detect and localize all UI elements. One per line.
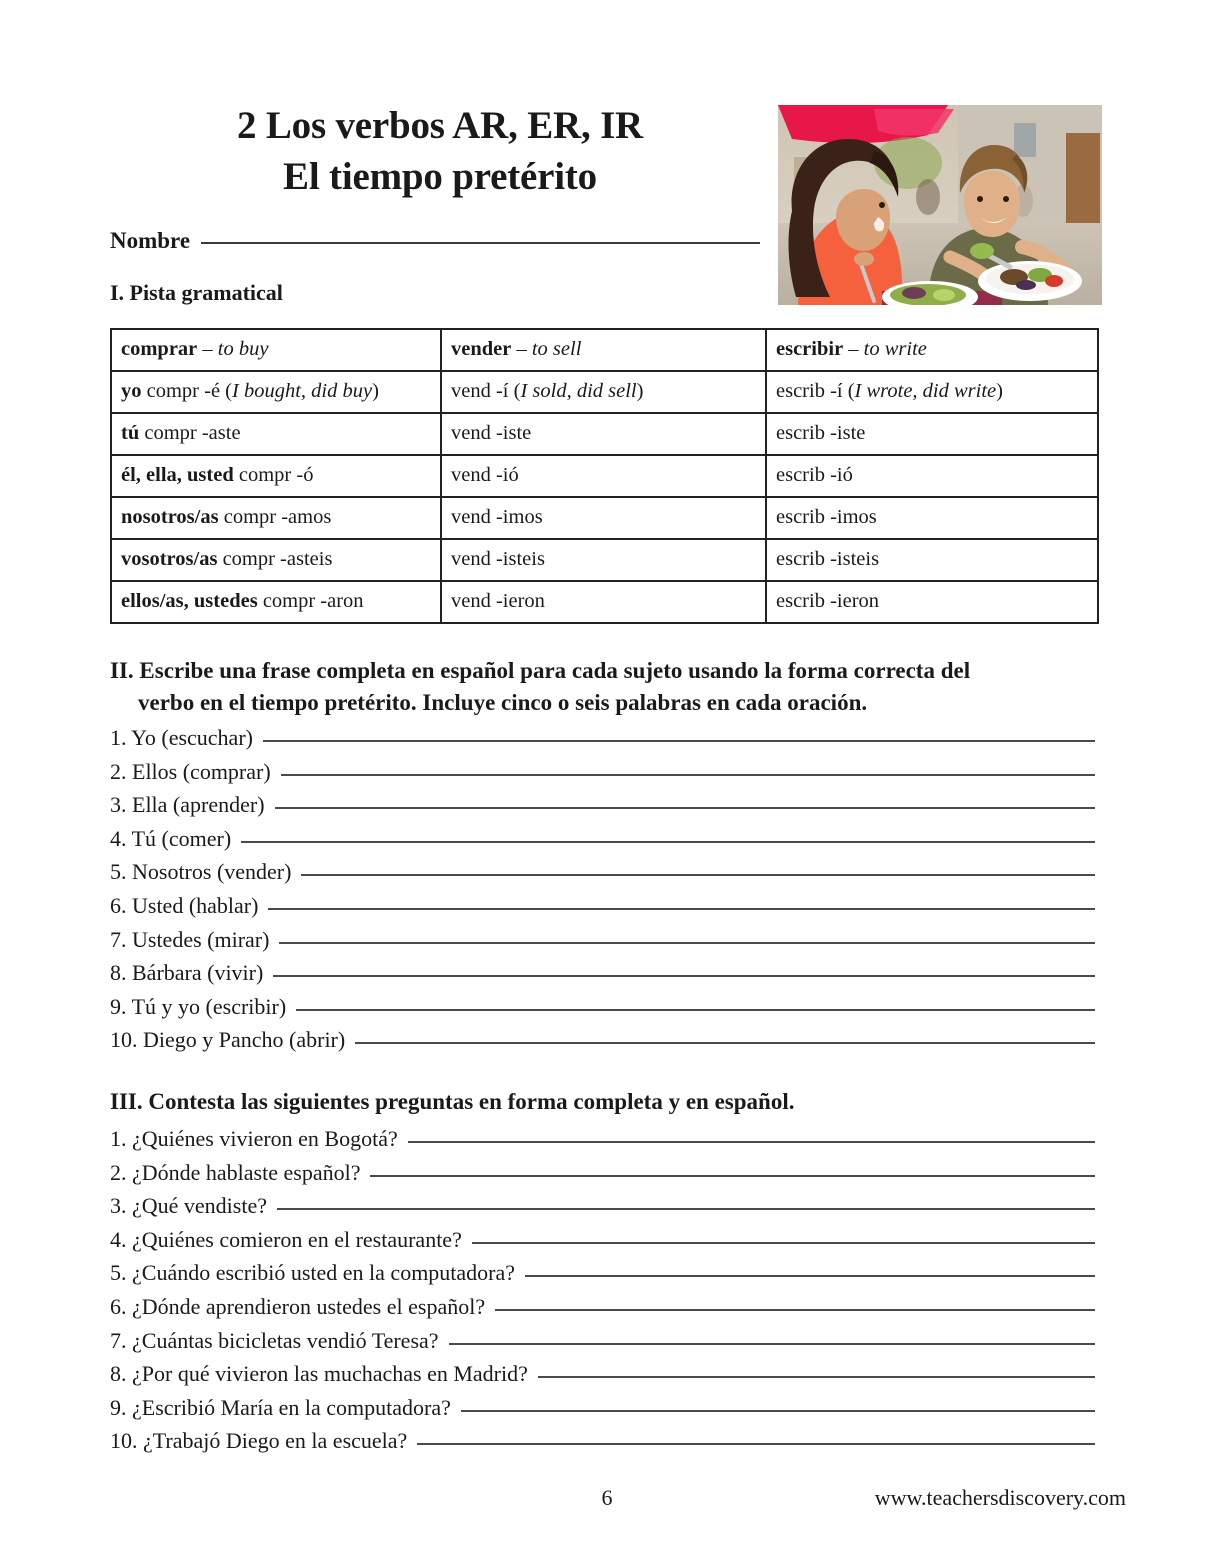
list-item xyxy=(110,1394,1095,1431)
form-vender-ellos: vend -ieron xyxy=(451,590,545,613)
answer-blank-line[interactable] xyxy=(281,774,1095,776)
section-2-heading xyxy=(110,655,1095,718)
section-3-item-list xyxy=(110,1128,1095,1464)
form-escribir-vosotros: escrib -isteis xyxy=(776,548,880,571)
table-header-comprar xyxy=(111,329,441,371)
item-label: 3. Ella (aprender) xyxy=(110,792,265,818)
nombre-label: Nombre xyxy=(110,228,191,253)
form-comprar-yo: compr -é ( xyxy=(141,380,232,403)
pronoun-vosotros: vosotros/as xyxy=(121,548,218,571)
list-item xyxy=(110,825,1095,862)
question-label: 6. ¿Dónde aprendieron ustedes el español? xyxy=(110,1293,486,1319)
answer-blank-line[interactable] xyxy=(241,841,1095,843)
cell-escribir-el xyxy=(766,455,1098,497)
nombre-blank-line[interactable] xyxy=(201,242,760,244)
gloss-comprar-yo: I bought, did buy xyxy=(232,380,373,403)
answer-blank-line[interactable] xyxy=(370,1175,1095,1177)
answer-blank-line[interactable] xyxy=(301,874,1095,876)
tail-vender-yo: ) xyxy=(636,380,644,403)
section-1-heading: I. Pista gramatical xyxy=(110,280,283,305)
pronoun-el-ella-usted: él, ella, usted xyxy=(121,464,234,487)
section-2-heading-line-2: verbo en el tiempo pretérito. Incluye cinco o seis palabras en cada oración. xyxy=(138,689,868,715)
answer-blank-line[interactable] xyxy=(296,1009,1095,1011)
answer-blank-line[interactable] xyxy=(417,1443,1095,1445)
table-row xyxy=(111,539,1098,581)
question-label: 5. ¿Cuándo escribió usted en la computadora? xyxy=(110,1260,516,1286)
table-header-escribir xyxy=(766,329,1098,371)
title-line-2: El tiempo pretérito xyxy=(283,155,597,199)
list-item xyxy=(110,1159,1095,1196)
answer-blank-line[interactable] xyxy=(538,1376,1095,1378)
list-item xyxy=(110,794,1095,828)
section-3-heading: III. Contesta las siguientes preguntas en forma completa y en español. xyxy=(110,1089,795,1114)
question-label: 7. ¿Cuántas bicicletas vendió Teresa? xyxy=(110,1327,439,1353)
form-vender-tu: vend -iste xyxy=(451,422,532,445)
cell-vender-yo xyxy=(441,371,766,413)
list-item xyxy=(110,1262,1095,1296)
question-label: 1. ¿Quiénes vivieron en Bogotá? xyxy=(110,1126,398,1151)
cell-comprar-tu xyxy=(111,413,441,455)
section-2-item-list xyxy=(110,727,1095,1063)
answer-blank-line[interactable] xyxy=(449,1343,1095,1345)
table-header-vender xyxy=(441,329,766,371)
cell-vender-vosotros xyxy=(441,539,766,581)
answer-blank-line[interactable] xyxy=(277,1208,1095,1210)
list-item xyxy=(110,1029,1095,1063)
item-label: 2. Ellos (comprar) xyxy=(110,758,271,784)
verb-escribir: escribir xyxy=(776,338,844,361)
list-item xyxy=(110,1226,1095,1263)
gloss-vender-yo: I sold, did sell xyxy=(520,380,637,403)
question-label: 3. ¿Qué vendiste? xyxy=(110,1193,267,1219)
cell-comprar-nosotros xyxy=(111,497,441,539)
form-vender-yo: vend -í ( xyxy=(451,380,521,403)
cell-escribir-vosotros xyxy=(766,539,1098,581)
item-label: 7. Ustedes (mirar) xyxy=(110,926,270,952)
verb-comprar: comprar xyxy=(121,338,198,361)
tail-escribir-yo: ) xyxy=(996,380,1003,403)
dash-2: – xyxy=(843,338,864,361)
item-label: 8. Bárbara (vivir) xyxy=(110,960,264,986)
form-vender-vosotros: vend -isteis xyxy=(451,548,545,571)
list-item xyxy=(110,993,1095,1030)
form-comprar-tu: compr -aste xyxy=(139,422,241,445)
item-label: 10. Diego y Pancho (abrir) xyxy=(110,1027,346,1053)
meaning-escribir: to write xyxy=(863,338,927,361)
form-vender-nosotros: vend -imos xyxy=(451,506,543,529)
cell-comprar-ellos xyxy=(111,581,441,623)
cell-vender-tu xyxy=(441,413,766,455)
answer-blank-line[interactable] xyxy=(495,1309,1095,1311)
answer-blank-line[interactable] xyxy=(461,1410,1095,1412)
cell-vender-ellos xyxy=(441,581,766,623)
form-escribir-el: escrib -ió xyxy=(776,464,853,487)
nombre-field[interactable] xyxy=(110,228,760,254)
form-vender-el: vend -ió xyxy=(451,464,519,487)
cell-escribir-yo xyxy=(766,371,1098,413)
list-item xyxy=(110,727,1095,761)
list-item xyxy=(110,861,1095,895)
gloss-escribir-yo: I wrote, did write xyxy=(854,380,997,403)
item-label: 1. Yo (escuchar) xyxy=(110,725,253,750)
dash-0: – xyxy=(197,338,218,361)
answer-blank-line[interactable] xyxy=(268,908,1095,910)
couple-eating-photo xyxy=(778,105,1102,305)
list-item xyxy=(110,758,1095,795)
item-label: 9. Tú y yo (escribir) xyxy=(110,993,287,1019)
cell-escribir-nosotros xyxy=(766,497,1098,539)
table-header-row xyxy=(111,329,1098,371)
form-escribir-nosotros: escrib -imos xyxy=(776,506,877,529)
form-comprar-nosotros: compr -amos xyxy=(218,506,332,529)
pronoun-yo: yo xyxy=(121,380,142,403)
list-item xyxy=(110,1128,1095,1162)
meaning-vender: to sell xyxy=(531,338,582,361)
question-label: 10. ¿Trabajó Diego en la escuela? xyxy=(110,1428,408,1454)
cell-comprar-el xyxy=(111,455,441,497)
cell-vender-nosotros xyxy=(441,497,766,539)
table-row xyxy=(111,497,1098,539)
form-escribir-tu: escrib -iste xyxy=(776,422,866,445)
list-item xyxy=(110,926,1095,963)
conjugation-table xyxy=(110,328,1099,624)
question-label: 2. ¿Dónde hablaste español? xyxy=(110,1159,361,1185)
title-line-1: 2 Los verbos AR, ER, IR xyxy=(236,104,644,147)
form-comprar-el: compr -ó xyxy=(233,464,314,487)
question-label: 4. ¿Quiénes comieron en el restaurante? xyxy=(110,1226,462,1252)
list-item xyxy=(110,1293,1095,1330)
dash-1: – xyxy=(511,338,532,361)
answer-blank-line[interactable] xyxy=(279,942,1095,944)
list-item xyxy=(110,1430,1095,1464)
cell-comprar-vosotros xyxy=(111,539,441,581)
form-escribir-ellos: escrib -ieron xyxy=(776,590,880,613)
answer-blank-line[interactable] xyxy=(408,1141,1095,1143)
page-title xyxy=(110,100,770,203)
list-item xyxy=(110,1195,1095,1229)
list-item xyxy=(110,1327,1095,1364)
cell-comprar-yo xyxy=(111,371,441,413)
list-item xyxy=(110,962,1095,996)
meaning-comprar: to buy xyxy=(217,338,269,361)
pronoun-nosotros: nosotros/as xyxy=(121,506,219,529)
item-label: 5. Nosotros (vender) xyxy=(110,859,292,885)
question-label: 9. ¿Escribió María en la computadora? xyxy=(110,1394,451,1420)
item-label: 4. Tú (comer) xyxy=(110,825,232,851)
tail-comprar-yo: ) xyxy=(372,380,379,403)
table-row xyxy=(111,413,1098,455)
pronoun-tu: tú xyxy=(121,422,140,445)
form-comprar-ellos: compr -aron xyxy=(257,590,364,613)
answer-blank-line[interactable] xyxy=(263,740,1095,742)
table-row xyxy=(111,581,1098,623)
question-label: 8. ¿Por qué vivieron las muchachas en Madrid? xyxy=(110,1361,528,1387)
pronoun-ellos-ustedes: ellos/as, ustedes xyxy=(121,590,258,613)
photo-illustration xyxy=(778,105,1102,305)
cell-escribir-ellos xyxy=(766,581,1098,623)
answer-blank-line[interactable] xyxy=(525,1275,1095,1277)
table-row xyxy=(111,371,1098,413)
answer-blank-line[interactable] xyxy=(273,975,1095,977)
form-escribir-yo: escrib -í ( xyxy=(776,380,855,403)
cell-escribir-tu xyxy=(766,413,1098,455)
page-number: 6 xyxy=(601,1485,613,1510)
answer-blank-line[interactable] xyxy=(355,1042,1095,1044)
form-comprar-vosotros: compr -asteis xyxy=(217,548,333,571)
table-row xyxy=(111,455,1098,497)
section-2-heading-line-1: II. Escribe una frase completa en español para cada sujeto usando la forma correcta del xyxy=(110,658,971,683)
cell-vender-el xyxy=(441,455,766,497)
answer-blank-line[interactable] xyxy=(275,807,1095,809)
verb-vender: vender xyxy=(451,338,512,361)
answer-blank-line[interactable] xyxy=(472,1242,1095,1244)
item-label: 6. Usted (hablar) xyxy=(110,892,259,918)
list-item xyxy=(110,892,1095,929)
list-item xyxy=(110,1363,1095,1397)
footer-website: www.teachersdiscovery.com xyxy=(874,1485,1126,1510)
